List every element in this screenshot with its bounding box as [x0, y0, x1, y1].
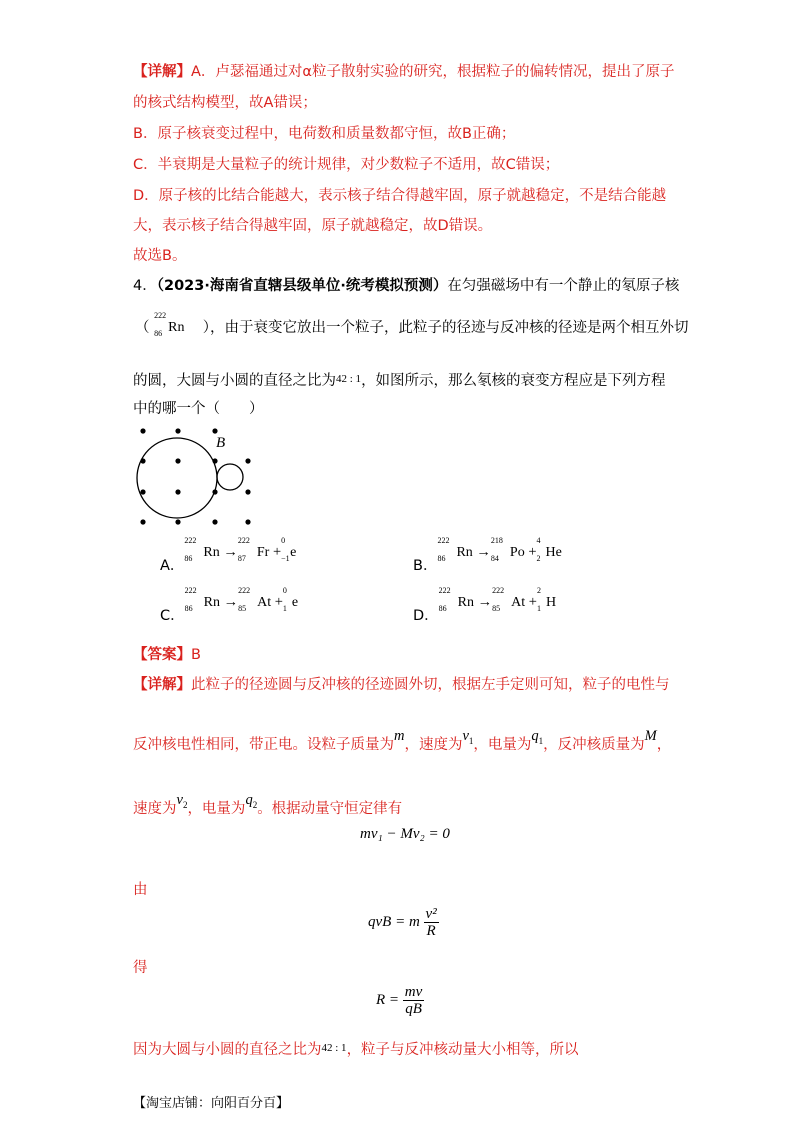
option-label: B．	[413, 558, 438, 574]
detail2-you: 由	[133, 882, 148, 898]
decay-equation: 222 86 Rn → 222 85 At + 2 1 H	[438, 586, 557, 613]
detail1-line3: B．原子核衰变过程中，电荷数和质量数都守恒，故B正确；	[133, 126, 516, 142]
answer-line: 【答案】B	[133, 647, 201, 663]
option-a[interactable]	[160, 536, 297, 578]
decay-equation: 222 86 Rn → 222 85 At + 0 1 e	[184, 586, 299, 613]
small-track-circle	[217, 464, 243, 490]
decay-equation: 222 86 Rn → 222 87 Fr + 0 −1 e	[184, 536, 297, 563]
option-b[interactable]	[413, 536, 562, 578]
magnetic-field-figure	[130, 422, 260, 532]
question-stem-line3: 的圆，大圆与小圆的直径之比为$^{42 : 1}$，如图所示，那么氡核的衰变方程应是下列方程	[133, 373, 666, 389]
detail1-line1: 【详解】A．卢瑟福通过对α粒子散射实验的研究，根据粒子的偏转情况，提出了原子	[133, 64, 675, 80]
momentum-equation: mv₁ − Mv₂ = 0	[360, 826, 450, 842]
detail2-line2: 反冲核电性相同，带正电。设粒子质量为m，速度为$v_1$，电量为$q_1$，反冲核质量为M，	[133, 728, 672, 753]
decay-equation: 222 86 Rn → 218 84 Po + 4 2 He	[437, 536, 562, 563]
detail1-line5: D．原子核的比结合能越大，表示核子结合得越牢固，原子就越稳定，不是结合能越	[133, 188, 667, 204]
option-label: A．	[160, 558, 185, 574]
detail2-line3: 速度为$v_2$，电量为$q_2$。根据动量守恒定律有	[133, 792, 403, 817]
detail2-line4: 因为大圆与小圆的直径之比为$^{42 : 1}$，粒子与反冲核动量大小相等，所以	[133, 1042, 579, 1058]
question-stem-line4: 中的哪一个（ ）	[133, 401, 264, 417]
lorentz-equation: qvB = m $\frac{\text{v²}}{R}$	[368, 906, 437, 939]
option-c[interactable]	[160, 586, 299, 628]
detail2-de: 得	[133, 960, 148, 976]
radon-nucleus: 222 86 Rn	[154, 311, 185, 338]
footer-shop: 【淘宝店铺：向阳百分百】	[133, 1096, 290, 1111]
detail1-line7: 故选B。	[133, 248, 187, 264]
detail1-line6: 大，表示核子结合得越牢固，原子就越稳定，故D错误。	[133, 218, 493, 234]
detail1-line2: 的核式结构模型，故A错误；	[133, 95, 317, 111]
field-label: B	[216, 435, 226, 451]
option-d[interactable]	[413, 586, 557, 628]
detail2-line1: 【详解】此粒子的径迹圆与反冲核的径迹圆外切，根据左手定则可知，粒子的电性与	[133, 677, 670, 693]
question-stem-line1: 4．（2023·海南省直辖县级单位·统考模拟预测）在匀强磁场中有一个静止的氡原子核	[133, 278, 680, 294]
radius-equation: R = $\frac{mv}{qB}$	[376, 984, 423, 1017]
detail1-line4: C．半衰期是大量粒子的统计规律，对少数粒子不适用，故C错误；	[133, 157, 560, 173]
large-track-circle	[137, 438, 217, 518]
option-label: C．	[160, 608, 185, 624]
option-label: D．	[413, 608, 439, 624]
question-stem-line2: （ 222 86 Rn ），由于衰变它放出一个粒子，此粒子的径迹与反冲核的径迹是两个相互外切	[135, 311, 689, 338]
